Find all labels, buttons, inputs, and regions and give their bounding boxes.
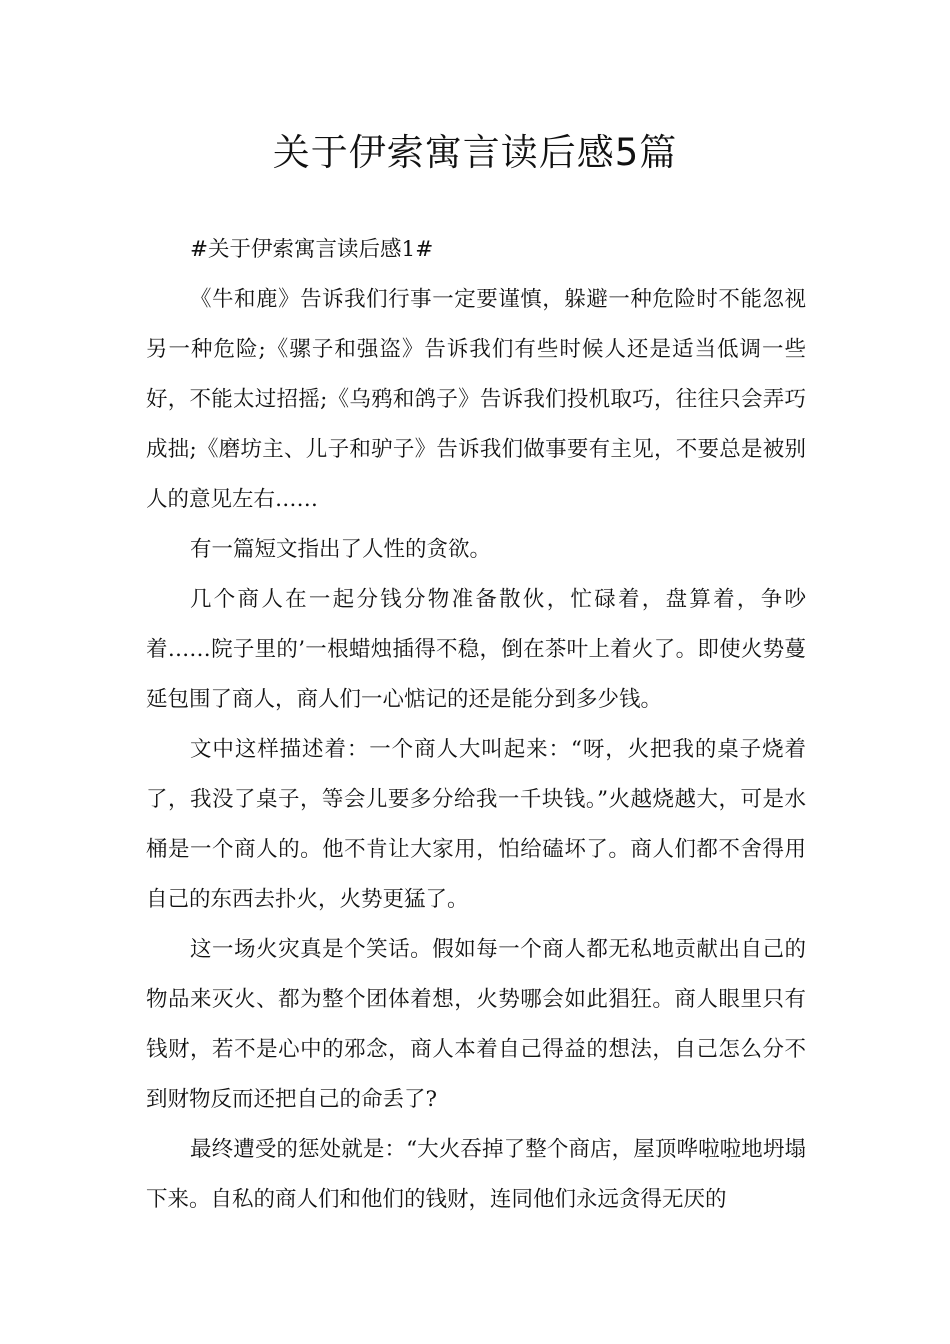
section-heading: #关于伊索寓言读后感1#	[190, 237, 434, 262]
document-title: 关于伊索寓言读后感5篇	[272, 131, 678, 174]
paragraph-punishment: 最终遭受的惩处就是：“大火吞掉了整个商店，屋顶哗啦啦地坍塌下来。自私的商人们和他们的钱财，连同他们永远贪得无厌的	[146, 1137, 806, 1212]
paragraph-fables-summary: 《牛和鹿》告诉我们行事一定要谨慎，躲避一种危险时不能忽视另一种危险;《骡子和强盗》告诉我们有些时候人还是适当低调一些好，不能太过招摇;《乌鸦和鸽子》告诉我们投机取巧，往往只会弄巧成拙;《磨坊主、儿子和驴子》告诉我们做事要有主见，不要总是被别人的意见左右……	[146, 287, 806, 512]
paragraph-merchants-fire: 几个商人在一起分钱分物准备散伙，忙碌着，盘算着，争吵着……院子里的’一根蜡烛插得不稳，倒在茶叶上着火了。即使火势蔓延包围了商人，商人们一心惦记的还是能分到多少钱。	[146, 587, 806, 712]
paragraph-fire-reflection: 这一场火灾真是个笑话。假如每一个商人都无私地贡献出自己的物品来灭火、都为整个团体着想，火势哪会如此猖狂。商人眼里只有钱财，若不是心中的邪念，商人本着自己得益的想法，自己怎么分不到财物反而还把自己的命丢了?	[146, 937, 806, 1112]
document-body	[146, 225, 806, 1225]
paragraph-greed-intro: 有一篇短文指出了人性的贪欲。	[190, 537, 492, 562]
paragraph-merchant-quote: 文中这样描述着：一个商人大叫起来：“呀，火把我的桌子烧着了，我没了桌子，等会儿要多分给我一千块钱。”火越烧越大，可是水桶是一个商人的。他不肯让大家用，怕给磕坏了。商人们都不舍得用自己的东西去扑火，火势更猛了。	[146, 737, 806, 912]
